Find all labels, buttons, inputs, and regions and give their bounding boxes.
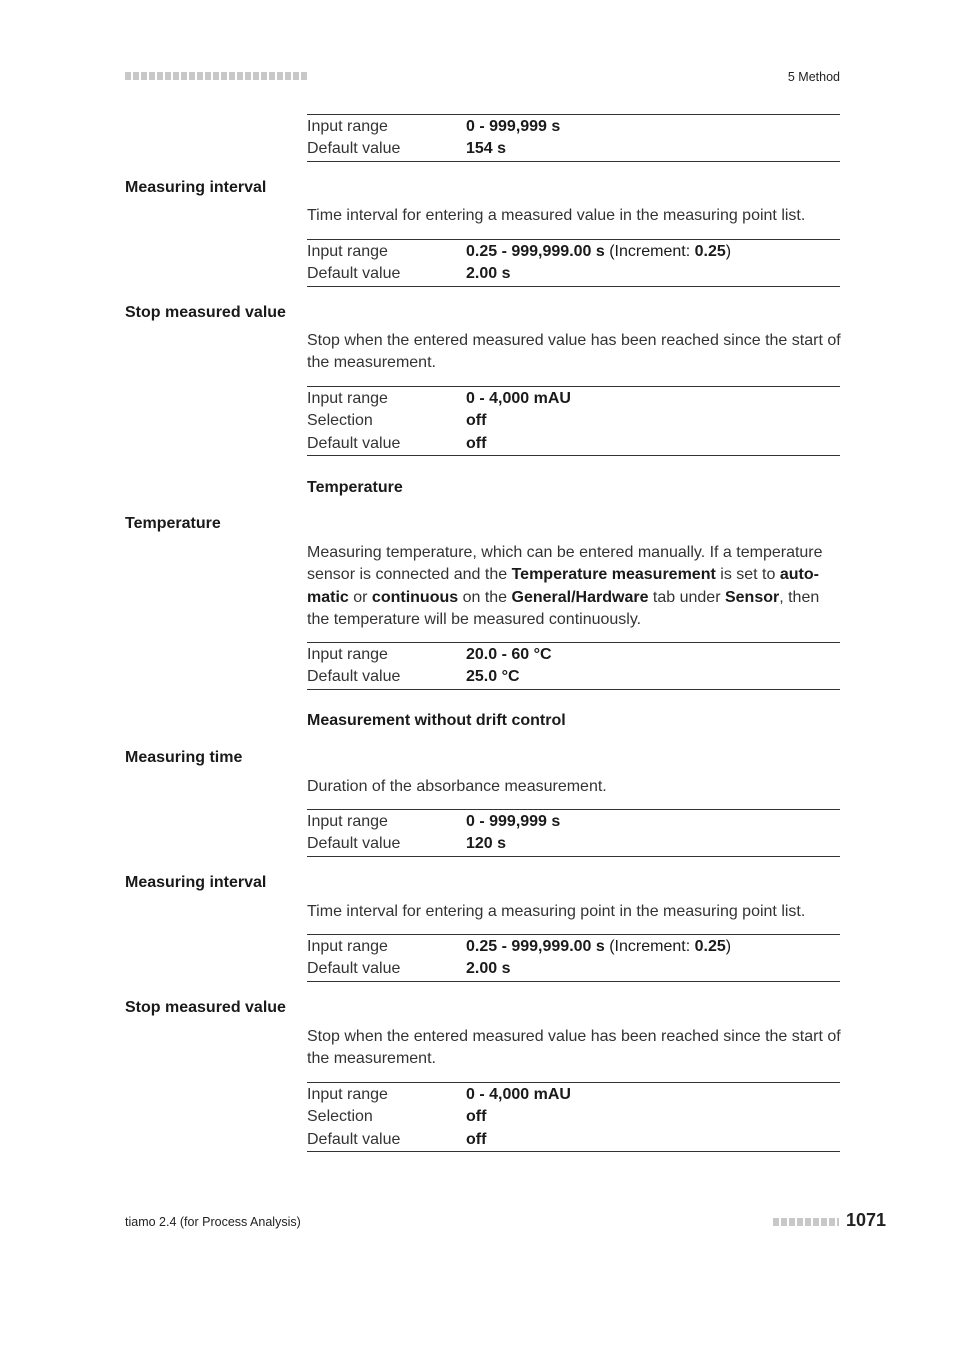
param-table (307, 809, 840, 857)
table-row (307, 410, 840, 432)
param-label: Input range (307, 390, 388, 407)
increment-close: ) (725, 243, 732, 260)
desc-bold: Temperature measurement (511, 566, 716, 584)
parameter-description: Time interval for entering a measured value in the measuring point list. (307, 207, 806, 224)
param-table (307, 114, 840, 162)
desc-text: , then the temperature will be measured continuously. (307, 588, 820, 629)
param-table (307, 642, 840, 690)
parameter-title: Measuring time (125, 749, 243, 766)
param-value: 0.25 - 999,999.00 s (466, 243, 605, 260)
parameter-description: Time interval for entering a measuring point in the measuring point list. (307, 903, 806, 920)
param-value: 0 - 999,999 s (466, 118, 561, 135)
param-label: Input range (307, 1086, 388, 1103)
desc-text: is set to (715, 566, 780, 584)
header-decoration (125, 72, 307, 80)
param-value: off (466, 412, 487, 430)
param-value: 0 - 4,000 mAU (466, 1086, 571, 1103)
param-value: 25.0 °C (466, 668, 520, 686)
param-value: 0 - 999,999 s (466, 813, 561, 830)
table-row (307, 833, 840, 855)
desc-bold: Sensor (724, 588, 780, 606)
param-label: Selection (307, 1108, 373, 1126)
desc-text: tab under (648, 588, 725, 606)
param-value: 154 s (466, 140, 507, 158)
parameter-title: Measuring interval (125, 874, 267, 891)
desc-text: or (348, 588, 372, 606)
table-row (307, 433, 840, 455)
param-table (307, 934, 840, 982)
parameter-description (307, 542, 842, 632)
section-heading: Measurement without drift control (307, 712, 566, 729)
param-label: Default value (307, 434, 401, 452)
param-label: Selection (307, 412, 373, 430)
table-row (307, 958, 840, 980)
parameter-description: Stop when the entered measured value has been reached since the start of the measurement. (307, 1028, 841, 1068)
table-row (307, 644, 840, 666)
table-row (307, 811, 840, 833)
table-row (307, 936, 840, 958)
increment-text: (Increment: (604, 243, 695, 260)
page-number: 1071 (846, 1210, 887, 1230)
increment-value: 0.25 (694, 243, 726, 260)
param-value: off (466, 434, 487, 452)
table-row (307, 241, 840, 263)
param-value: 120 s (466, 835, 507, 853)
footer-product: tiamo 2.4 (for Process Analysis) (125, 1215, 301, 1229)
increment-close: ) (725, 938, 732, 955)
param-value: 2.00 s (466, 960, 511, 978)
increment-value: 0.25 (694, 938, 726, 955)
desc-text: on the (458, 588, 512, 606)
desc-bold: General/Hardware (511, 588, 649, 606)
param-table (307, 239, 840, 287)
param-table (307, 386, 840, 456)
parameter-title: Stop measured value (125, 999, 286, 1016)
parameter-title: Stop measured value (125, 304, 286, 321)
param-value: 2.00 s (466, 265, 511, 283)
chapter-label: 5 Method (787, 70, 840, 84)
table-row (307, 1106, 840, 1128)
param-label: Input range (307, 646, 388, 663)
table-row (307, 116, 840, 138)
param-table (307, 1082, 840, 1152)
desc-text: Measuring temperature, which can be entered manually. If a temperature sensor is connected and the (307, 544, 823, 584)
parameter-title: Measuring interval (125, 179, 267, 196)
param-label: Default value (307, 265, 401, 283)
param-value: off (466, 1108, 487, 1126)
table-row (307, 138, 840, 160)
param-label: Input range (307, 243, 388, 260)
section-heading: Temperature (307, 479, 403, 496)
param-label: Default value (307, 835, 401, 853)
parameter-description: Duration of the absorbance measurement. (307, 778, 607, 795)
increment-text: (Increment: (604, 938, 695, 955)
desc-bold: continuous (371, 588, 459, 606)
table-row (307, 263, 840, 285)
param-label: Input range (307, 938, 388, 955)
param-label: Default value (307, 668, 401, 686)
table-row (307, 1084, 840, 1106)
table-row (307, 388, 840, 410)
param-value: 0 - 4,000 mAU (466, 390, 571, 407)
param-value: off (466, 1130, 487, 1148)
footer-decoration (773, 1218, 839, 1226)
param-label: Input range (307, 118, 388, 135)
param-label: Default value (307, 140, 401, 158)
param-label: Default value (307, 1130, 401, 1148)
param-value: 0.25 - 999,999.00 s (466, 938, 605, 955)
parameter-title: Temperature (125, 515, 221, 532)
desc-bold: automatic (307, 566, 819, 606)
param-label: Input range (307, 813, 388, 830)
table-row (307, 666, 840, 688)
param-label: Default value (307, 960, 401, 978)
param-value: 20.0 - 60 °C (466, 646, 552, 663)
parameter-description: Stop when the entered measured value has been reached since the start of the measurement. (307, 332, 841, 372)
table-row (307, 1129, 840, 1151)
